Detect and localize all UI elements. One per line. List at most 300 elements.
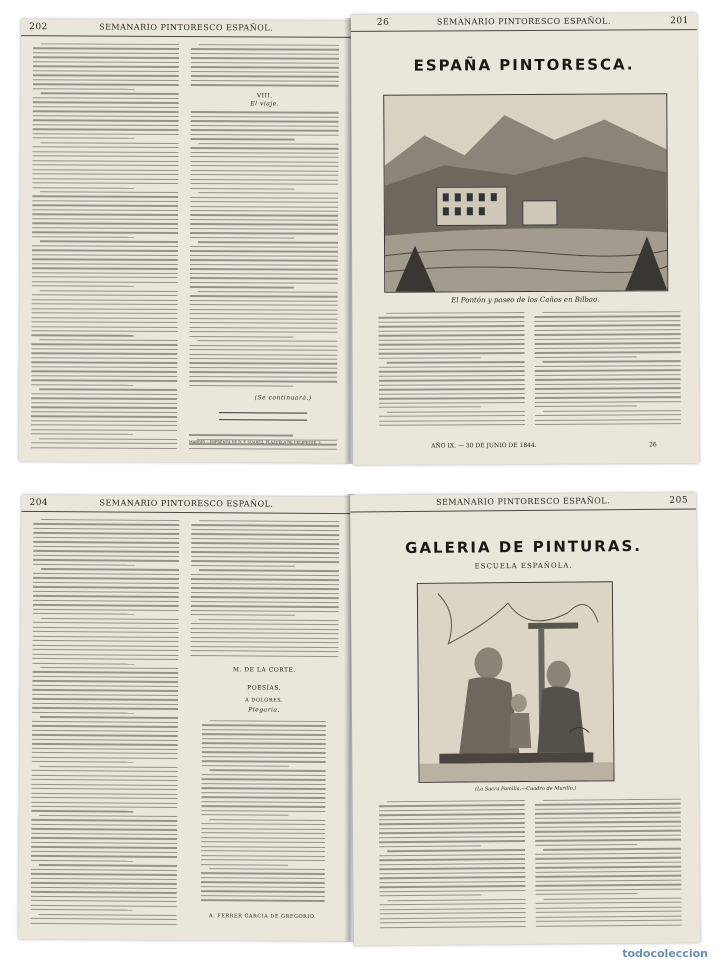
spread1-right-page	[351, 13, 699, 465]
text-line	[190, 152, 338, 154]
text-line	[209, 819, 325, 821]
text-line	[189, 354, 337, 356]
text-line	[202, 725, 326, 727]
text-line	[31, 424, 177, 426]
text-line	[201, 832, 325, 834]
text-line	[534, 325, 680, 327]
text-line	[189, 371, 337, 373]
text-line	[33, 61, 179, 63]
text-line	[31, 801, 177, 803]
text-line	[210, 720, 326, 722]
text-line	[31, 806, 177, 808]
text-line	[379, 854, 525, 857]
page-number: 205	[669, 495, 689, 506]
text-line	[32, 227, 178, 229]
text-line	[31, 851, 177, 853]
text-line	[201, 859, 325, 861]
text-line	[380, 917, 526, 920]
text-line	[542, 311, 680, 313]
text-line	[202, 738, 326, 740]
ornament-rule	[219, 412, 307, 420]
text-line	[32, 676, 178, 678]
text-line	[199, 143, 339, 145]
text-line	[379, 863, 525, 866]
text-line	[33, 48, 179, 50]
text-line	[32, 752, 178, 754]
text-line	[31, 411, 177, 413]
text-line	[31, 348, 177, 350]
text-line	[378, 325, 524, 327]
text-line	[190, 313, 338, 315]
text-line	[31, 792, 177, 794]
text-line	[190, 147, 338, 149]
text-line	[32, 721, 178, 723]
text-line	[32, 730, 178, 732]
text-line	[31, 819, 177, 821]
text-line	[202, 765, 289, 767]
text-line	[386, 312, 524, 314]
text-line	[191, 623, 339, 625]
text-line	[534, 320, 680, 322]
text-line	[33, 84, 179, 86]
text-line	[201, 877, 325, 879]
text-line	[379, 840, 525, 843]
landscape-engraving-icon	[384, 94, 667, 291]
text-line	[32, 196, 178, 198]
text-line	[32, 178, 178, 180]
text-line	[39, 389, 177, 391]
text-line	[31, 433, 133, 435]
text-line	[191, 533, 339, 535]
text-line	[209, 868, 325, 870]
text-line	[33, 550, 179, 552]
text-line	[534, 316, 680, 318]
text-line	[535, 812, 681, 815]
text-line	[191, 66, 339, 68]
painting-engraving-icon	[418, 582, 614, 782]
text-line	[201, 873, 325, 875]
text-line	[379, 406, 481, 408]
text-line	[191, 574, 339, 576]
header-title: SEMANARIO PINTORESCO ESPAÑOL.	[99, 498, 274, 509]
text-line	[31, 918, 177, 920]
text-line	[201, 805, 325, 807]
poetry-subtitle: Plegaria.	[248, 706, 280, 714]
text-line	[190, 183, 338, 185]
text-line	[535, 352, 681, 354]
text-line	[191, 538, 339, 540]
text-line	[32, 761, 134, 763]
text-line	[535, 378, 681, 380]
text-line	[32, 223, 178, 225]
text-line	[32, 299, 178, 301]
text-line	[33, 57, 179, 59]
text-line	[41, 142, 179, 144]
text-line	[31, 842, 177, 844]
text-line	[202, 743, 326, 745]
text-line	[33, 66, 179, 68]
text-line	[191, 138, 295, 140]
text-line	[41, 93, 179, 95]
text-line	[379, 379, 525, 381]
text-line	[31, 415, 177, 417]
text-line	[31, 353, 177, 355]
text-line	[39, 438, 177, 440]
text-line	[32, 169, 178, 171]
text-line	[535, 866, 681, 869]
text-line	[31, 855, 177, 857]
running-header	[21, 495, 351, 514]
text-line	[32, 249, 178, 251]
text-line	[379, 402, 525, 404]
text-line	[40, 241, 178, 243]
text-line	[31, 882, 177, 884]
text-line	[33, 541, 179, 543]
text-line	[32, 146, 178, 148]
text-line	[32, 187, 134, 189]
text-line	[198, 291, 338, 293]
text-line	[32, 784, 178, 786]
text-line	[379, 845, 481, 847]
text-line	[543, 361, 681, 363]
text-line	[379, 415, 525, 417]
text-line	[379, 876, 525, 879]
text-line	[535, 826, 681, 829]
text-line	[535, 423, 681, 425]
text-line	[535, 852, 681, 855]
text-line	[32, 258, 178, 260]
text-line	[32, 649, 178, 651]
text-line	[201, 792, 325, 794]
engraving-bilbao	[383, 93, 668, 292]
text-line	[32, 218, 178, 220]
text-line	[191, 84, 339, 86]
poem-column	[201, 720, 326, 907]
text-line	[31, 402, 177, 404]
text-line	[31, 909, 133, 911]
text-line	[32, 743, 178, 745]
text-line	[536, 915, 682, 918]
text-line	[190, 174, 338, 176]
text-line	[32, 232, 178, 234]
text-line	[39, 815, 177, 817]
text-line	[32, 164, 178, 166]
section-mark: VIII.	[256, 92, 273, 100]
text-line	[379, 818, 525, 821]
text-line	[191, 53, 339, 55]
text-line	[32, 694, 178, 696]
closing-note: (Se continuará.)	[254, 394, 312, 402]
issue-date: AÑO IX. — 30 DE JUNIO DE 1844.	[431, 441, 537, 450]
engraving-caption: (La Sacra Familia.—Cuadro de Murillo.)	[474, 785, 577, 793]
text-line	[31, 447, 177, 449]
text-line	[32, 160, 178, 162]
text-line	[199, 44, 339, 46]
text-line	[190, 322, 338, 324]
text-line	[39, 864, 177, 866]
text-line	[535, 844, 637, 846]
text-line	[33, 75, 179, 77]
poem-signature: A. FERRER GARCIA DE GREGORIO.	[208, 913, 317, 920]
text-line	[379, 881, 525, 884]
text-line	[190, 282, 338, 284]
spread2-left-page	[18, 495, 351, 941]
text-line	[33, 537, 179, 539]
text-line	[189, 385, 293, 387]
text-line	[191, 610, 339, 612]
text-line	[190, 232, 338, 234]
text-line	[201, 801, 325, 803]
text-line	[535, 884, 681, 887]
text-line	[191, 129, 339, 131]
text-line	[201, 850, 325, 852]
text-line	[535, 879, 681, 882]
text-line	[201, 882, 325, 884]
text-line	[31, 393, 177, 395]
text-line	[536, 920, 682, 923]
text-line	[536, 924, 682, 927]
text-line	[379, 836, 525, 839]
text-line	[535, 830, 681, 833]
text-line	[534, 329, 680, 331]
text-line	[33, 70, 179, 72]
text-line	[387, 849, 525, 852]
text-line	[535, 365, 681, 367]
text-line	[32, 680, 178, 682]
text-line	[32, 294, 178, 296]
text-line	[32, 707, 178, 709]
text-line	[190, 259, 338, 261]
text-line	[191, 641, 339, 643]
text-line	[31, 887, 177, 889]
text-line	[191, 596, 339, 598]
text-line	[33, 115, 179, 117]
text-line	[191, 525, 339, 527]
text-line	[201, 864, 288, 866]
text-line	[32, 276, 178, 278]
text-line	[33, 52, 179, 54]
text-line	[387, 361, 525, 363]
text-line	[31, 420, 177, 422]
text-column-1	[31, 519, 180, 932]
text-line	[190, 286, 294, 288]
text-line	[31, 900, 177, 902]
text-line	[31, 344, 177, 346]
text-line	[535, 347, 681, 349]
text-line	[379, 388, 525, 390]
text-line	[33, 604, 179, 606]
text-line	[536, 902, 682, 905]
text-line	[40, 191, 178, 193]
text-line	[31, 837, 177, 839]
text-line	[33, 137, 135, 139]
text-line	[191, 57, 339, 59]
text-line	[201, 895, 325, 897]
text-line	[32, 725, 178, 727]
running-header	[21, 19, 351, 38]
text-line	[32, 236, 134, 238]
text-line	[32, 757, 178, 759]
text-line	[32, 245, 178, 247]
text-line	[32, 698, 178, 700]
text-line	[190, 237, 294, 239]
text-line	[536, 893, 638, 895]
text-line	[32, 173, 178, 175]
text-line	[33, 627, 179, 629]
text-line	[32, 330, 178, 332]
text-line	[33, 564, 135, 566]
text-line	[380, 895, 482, 897]
signature-number: 26	[649, 441, 657, 449]
text-line	[189, 349, 337, 351]
text-line	[190, 210, 338, 212]
issue-number: 26	[376, 17, 390, 28]
text-line	[31, 397, 177, 399]
text-line	[32, 653, 178, 655]
text-line	[33, 128, 179, 130]
text-line	[190, 201, 338, 203]
text-line	[32, 703, 178, 705]
text-line	[190, 309, 338, 311]
text-line	[379, 366, 525, 368]
text-line	[32, 272, 178, 274]
text-line	[191, 614, 295, 616]
text-line	[535, 414, 681, 416]
text-line	[33, 622, 179, 624]
text-line	[31, 860, 133, 862]
text-line	[190, 300, 338, 302]
text-line	[535, 374, 681, 376]
text-line	[31, 878, 177, 880]
text-line	[32, 281, 178, 283]
text-line	[388, 899, 526, 902]
text-line	[378, 330, 524, 332]
text-line	[190, 170, 338, 172]
text-line	[31, 824, 177, 826]
text-line	[31, 442, 177, 444]
poetry-dedication: A DOLORES.	[245, 697, 284, 704]
text-line	[190, 250, 338, 252]
text-column-1	[379, 800, 526, 935]
text-line	[31, 362, 177, 364]
text-line	[190, 188, 294, 190]
text-line	[191, 134, 339, 136]
text-line	[379, 339, 525, 341]
text-line	[387, 800, 525, 803]
text-line	[32, 734, 178, 736]
text-line	[191, 578, 339, 580]
text-line	[535, 875, 681, 878]
text-line	[40, 667, 178, 669]
running-header	[350, 492, 696, 512]
text-line	[32, 671, 178, 673]
text-line	[31, 896, 177, 898]
text-line	[191, 592, 339, 594]
text-line	[535, 406, 637, 408]
text-line	[32, 155, 178, 157]
page-number: 204	[29, 497, 49, 509]
text-line	[32, 775, 178, 777]
text-line	[32, 254, 178, 256]
text-line	[190, 327, 338, 329]
text-line	[31, 869, 177, 871]
text-line	[32, 662, 134, 664]
text-line	[201, 837, 325, 839]
text-line	[534, 334, 680, 336]
text-line	[379, 831, 525, 834]
text-line	[535, 356, 637, 358]
text-line	[535, 387, 681, 389]
text-line	[544, 897, 682, 900]
text-line	[387, 411, 525, 413]
text-line	[31, 797, 177, 799]
text-line	[33, 586, 179, 588]
text-line	[32, 658, 178, 660]
text-line	[33, 133, 179, 135]
text-line	[33, 640, 179, 642]
text-line	[33, 124, 179, 126]
text-line	[31, 873, 177, 875]
header-title: SEMANARIO PINTORESCO ESPAÑOL.	[99, 22, 274, 33]
text-line	[191, 62, 339, 64]
text-column-2	[535, 799, 682, 934]
text-line	[33, 79, 179, 81]
text-line	[379, 343, 525, 345]
text-line	[536, 911, 682, 914]
text-line	[201, 810, 325, 812]
text-line	[31, 923, 177, 925]
text-line	[31, 788, 177, 790]
text-line	[32, 303, 178, 305]
text-line	[199, 619, 339, 621]
text-line	[201, 823, 325, 825]
text-line	[191, 542, 339, 544]
text-line	[32, 685, 178, 687]
text-line	[535, 821, 681, 824]
text-line	[33, 555, 179, 557]
text-line	[201, 828, 325, 830]
text-line	[31, 380, 177, 382]
text-line	[32, 312, 178, 314]
section-banner: ESPAÑA PINTORESCA.	[413, 55, 635, 75]
section-banner: GALERIA DE PINTURAS.	[405, 536, 642, 558]
text-line	[190, 228, 338, 230]
text-line	[41, 43, 179, 45]
poetry-title: POESÍAS.	[247, 684, 282, 692]
text-line	[201, 891, 325, 893]
text-line	[379, 890, 525, 893]
text-line	[191, 637, 339, 639]
text-line	[189, 380, 337, 382]
text-line	[379, 397, 525, 399]
text-line	[380, 921, 526, 924]
text-line	[33, 591, 179, 593]
text-line	[189, 376, 337, 378]
text-line	[31, 375, 177, 377]
spread2-right-page	[350, 492, 700, 945]
text-line	[191, 75, 339, 77]
text-line	[191, 583, 339, 585]
text-line	[190, 246, 338, 248]
imprint: MADRID.—IMPRENTA DE D. F. SUAREZ, PLAZUELA DE CELENQUE, 3.	[188, 440, 322, 445]
text-line	[32, 712, 134, 714]
spread1-left-page	[19, 19, 351, 463]
text-line	[31, 384, 133, 386]
text-line	[191, 632, 339, 634]
text-line	[543, 410, 681, 412]
text-line	[31, 905, 177, 907]
section-subhead: ESCUELA ESPAÑOLA.	[474, 561, 573, 571]
